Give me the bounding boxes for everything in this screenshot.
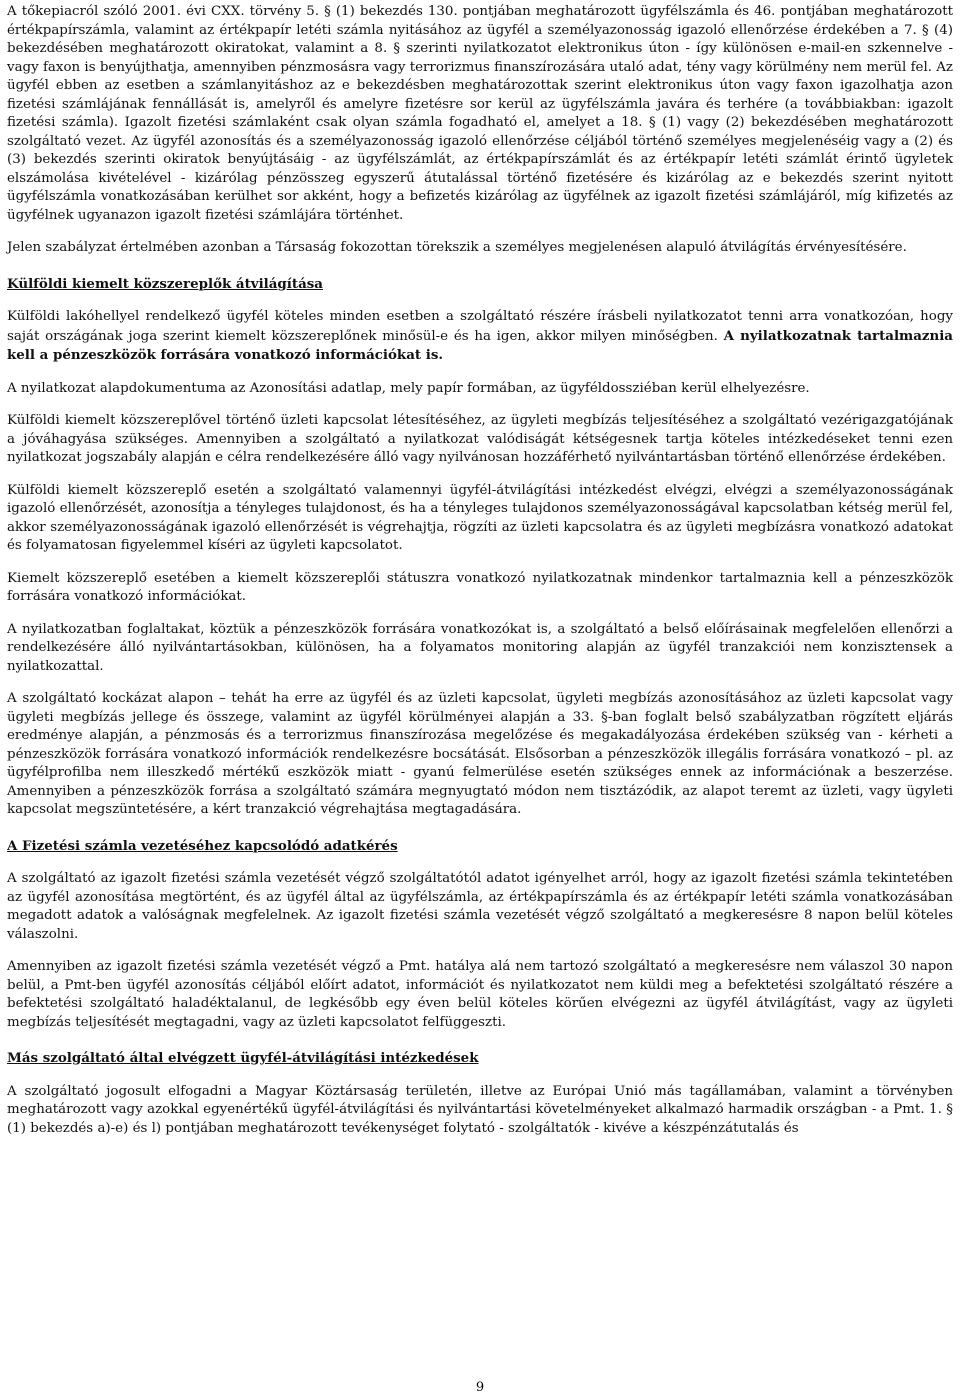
paragraph-no-response: Amennyiben az igazolt fizetési számla vezetését végző a Pmt. hatálya alá nem tartozó szolgáltató a megkeresésre nem válaszol 30 napon belül, a Pmt-ben ügyfél azonosítás céljából előírt adatot, információt és nyilatkozatot nem küldi meg a befektetési szolgáltató részére a befektetési szolgáltató haladéktalanul, de legkésőbb egy éven belül köteles körűen elvégezni az ügyfél átvilágítást, vagy az ügyleti megbízás teljesítését megtagadni, vagy az üzleti kapcsolatot felfüggeszti. bbox=[7, 959, 953, 1030]
paragraph-identification-sheet: A nyilatkozat alapdokumentuma az Azonosítási adatlap, mely papír formában, az ügyféldossziéban kerül elhelyezésre. bbox=[7, 380, 810, 396]
paragraph-third-party-acceptance: A szolgáltató jogosult elfogadni a Magyar Köztársaság területén, illetve az Európai Unió más tagállamában, valamint a törvényben meghatározott vagy azokkal egyenértékű ügyfél-átvilágítási és nyilvántartási követelményeket alkalmazó harmadik országban - a Pmt. 1. § (1) bekezdés a)-e) és l) pontjában meghatározott tevékenységet folytató - szolgáltatók - kivéve a készpénzátutalás és bbox=[7, 1083, 953, 1136]
paragraph-personal-presence: Jelen szabályzat értelmében azonban a Társaság fokozottan törekszik a személyes megjelenésen alapuló átvilágítás érvényesítésére. bbox=[7, 240, 907, 255]
paragraph-pep-status-declaration: Kiemelt közszereplő esetében a kiemelt közszereplői státuszra vonatkozó nyilatkozatnak mindenkor tartalmaznia kell a pénzeszközök forrására vonatkozó információkat. bbox=[7, 570, 953, 604]
page-number: 9 bbox=[475, 1380, 485, 1395]
paragraph-account-opening: A tőkepiacról szóló 2001. évi CXX. törvény 5. § (1) bekezdés 130. pontjában meghatározott ügyfélszámla és 46. pontjában meghatározott értékpapírszámla, valamint az értékpapír letéti számla nyitásához az ügyfél a személyazonosság igazoló ellenőrzése érdekében a 7. § (4) bekezdésében meghatározott okiratokat, valamint a 8. § szerinti nyilatkozatot elektronikus úton - így különösen e-mail-en szkennelve - vagy faxon is benyújthatja, amennyiben pénzmosásra vagy terrorizmus finanszírozására utaló adat, tény vagy körülmény nem merül fel. Az ügyfél ebben az esetben a számlanyitáshoz az e bekezdésben meghatározottak szerint elektronikus úton vagy faxon igazolhatja azon fizetési számlájának fennállását is, amelyről és amelyre fizetésre sor kerül az ügyfélszámla javára és terhére (a továbbiakban: igazolt fizetési számla). Igazolt fizetési számlaként csak olyan számla fogadható el, amelyet a 18. § (1) vagy (2) bekezdésében meghatározott szolgáltató vezet. Az ügyfél azonosítás és a személyazonosság igazoló ellenőrzése céljából történő személyes megjelenéséig vagy a (2) és (3) bekezdés szerinti okiratok benyújtásáig - az ügyfélszámlát, az értékpapírszámlát és az értékpapír letéti számlát érintő ügyletek elszámolása kivételével - kizárólag pénzösszeg egyszerű átutalással történő fizetésére és kizárólag az e bekezdés szerint nyitott ügyfélszámla vonatkozásában kerülhet sor akként, hogy a befizetés kizárólag az ügyfélnek az igazolt fizetési számlájáról, míg kifizetés az ügyfélnek ugyanazon igazolt fizetési számlájára történhet. bbox=[7, 4, 953, 223]
paragraph-risk-based-request: A szolgáltató kockázat alapon – tehát ha erre az ügyfél és az üzleti kapcsolat, ügyleti megbízás azonosításához az üzleti kapcsolat vagy ügyleti megbízás jellege és összege, valamint az ügyfél körülményei alapján a 33. §-ban foglalt belső szabályzatban rögzített eljárás eredménye alapján, a pénzmosás és a terrorizmus finanszírozása megelőzése és megakadályozása érdekében szükség van - kérheti a pénzeszközök forrására vonatkozó információk rendelkezésre bocsátását. Elsősorban a pénzeszközök illegális forrására vonatkozó – pl. az ügyfélprofilba nem illeszkedő mértékű eszközök miatt - gyanú felmerülése esetén szükséges ennek az információnak a beszerzése. Amennyiben a pénzeszközök forrása a szolgáltató számára megnyugtató módon nem tisztázódik, az alapot teremt az üzleti, vagy ügyleti kapcsolat megszüntetésére, a kért tranzakció végrehajtása megtagadására. bbox=[7, 691, 953, 817]
paragraph-declaration-verification: A nyilatkozatban foglaltakat, köztük a pénzeszközök forrására vonatkozókat is, a szolgáltató a belső előírásainak megfelelően ellenőrzi a rendelkezésére álló nyilvántartásokban, különösen, ha a folyamatos monitoring alapján az ügyfél tranzakciói nem konzisztensek a nyilatkozattal. bbox=[7, 621, 953, 674]
heading-foreign-pep: Külföldi kiemelt közszereplők átvilágítása bbox=[7, 275, 323, 292]
paragraph-foreign-residence-declaration bbox=[7, 308, 953, 366]
declaration-text: Külföldi lakóhellyel rendelkező ügyfél köteles minden esetben a szolgáltató részére írásbeli nyilatkozatot tenni arra vonatkozóan, hogy saját országának joga szerint kiemelt közszereplőnek minősül-e és ha igen, akkor milyen minőségben. bbox=[7, 309, 953, 344]
paragraph-due-diligence-measures: Külföldi kiemelt közszereplő esetén a szolgáltató valamennyi ügyfél-átvilágítási intézkedést elvégzi, elvégzi a személyazonosságának igazoló ellenőrzését, azonosítja a tényleges tulajdonost, és ha a tényleges tulajdonos személyazonosságával kapcsolatban kétség merül fel, akkor személyazonosságának igazoló ellenőrzését is végrehajtja, rögzíti az üzleti kapcsolatra és az ügyleti megbízásra vonatkozó adatokat és folyamatosan figyelemmel kíséri az ügyleti kapcsolatot. bbox=[7, 482, 953, 553]
paragraph-ceo-approval: Külföldi kiemelt közszereplővel történő üzleti kapcsolat létesítéséhez, az ügyleti megbízás teljesítéséhez a szolgáltató vezérigazgatójának a jóváhagyása szükséges. Amennyiben a szolgáltató a nyilatkozat valódiságát kétségesnek tartja köteles intézkedéseket tenni ezen nyilatkozat jogszabály alapján e célra rendelkezésére álló vagy nyilvánosan hozzáférhető nyilvántartásban történő ellenőrzése érdekében. bbox=[7, 413, 953, 465]
paragraph-data-request: A szolgáltató az igazolt fizetési számla vezetését végző szolgáltatótól adatot igényelhet arról, hogy az igazolt fizetési számla tekintetében az ügyfél azonosítása megtörtént, és az ügyfél által az ügyfélszámla, az értékpapírszámla és az értékpapír letéti számla vonatkozásában megadott adatok a valóságnak megfelelnek. Az igazolt fizetési számla vezetését végző szolgáltató a megkeresésre 8 napon belül köteles válaszolni. bbox=[7, 871, 953, 942]
declaration-bold-text: A nyilatkozatnak tartalmaznia kell a pénzeszközök forrására vonatkozó információkat is. bbox=[7, 327, 953, 363]
heading-third-party-due-diligence: Más szolgáltató által elvégzett ügyfél-átvilágítási intézkedések bbox=[7, 1050, 479, 1066]
heading-payment-account-data-request: A Fizetési számla vezetéséhez kapcsolódó adatkérés bbox=[7, 837, 398, 854]
